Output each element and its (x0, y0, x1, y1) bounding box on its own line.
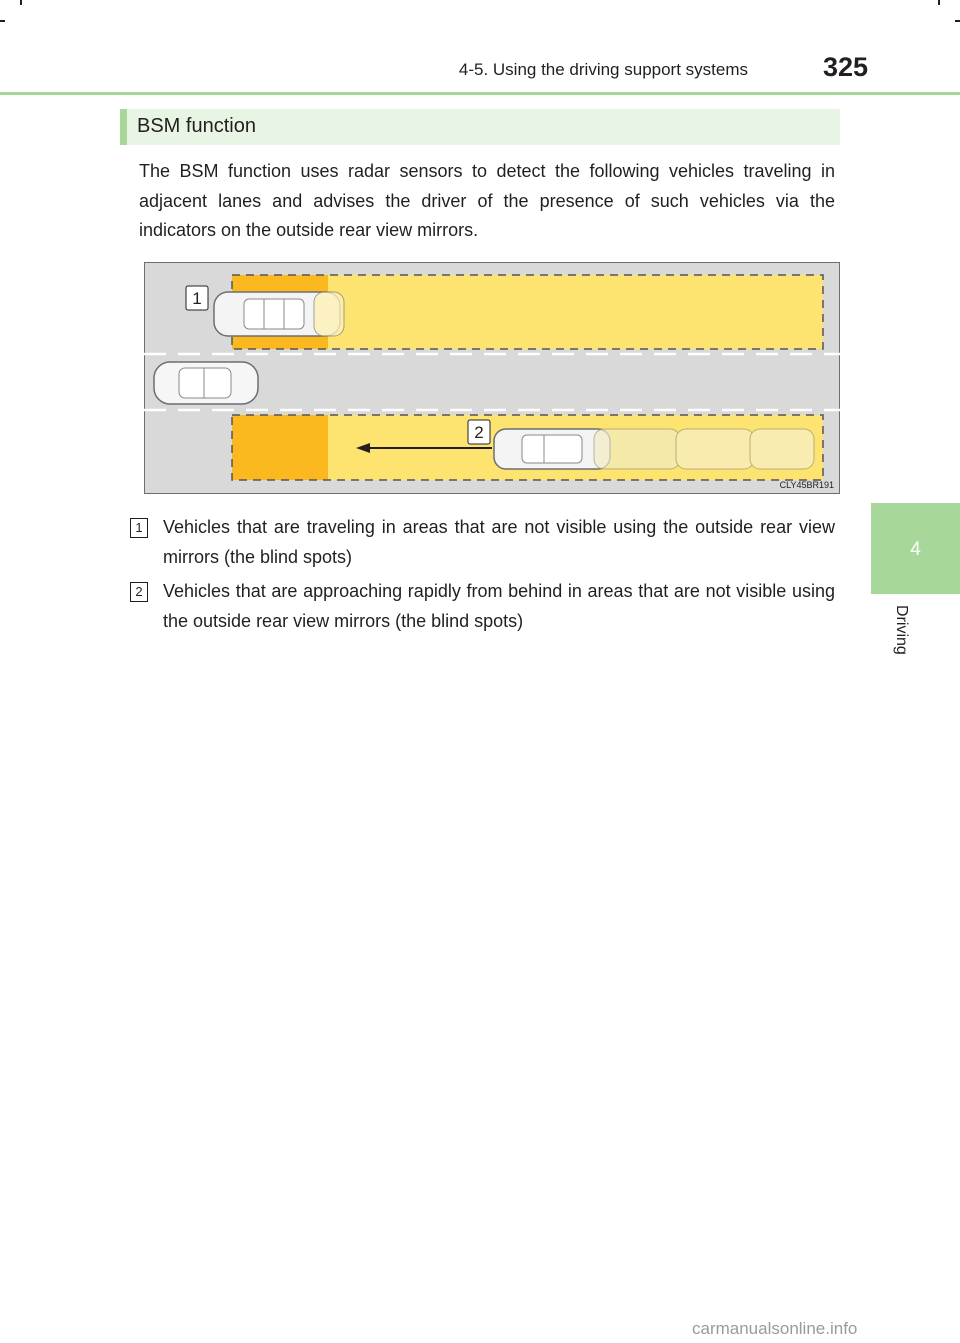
car-approaching (494, 429, 610, 469)
svg-text:1: 1 (192, 289, 202, 308)
figure-code: CLY45BR191 (779, 480, 834, 490)
page-number: 325 (823, 52, 869, 82)
crop-mark (20, 0, 22, 5)
crop-mark (955, 20, 960, 22)
callout-2 (468, 420, 490, 444)
blind-spot-zone-lower (232, 415, 328, 480)
section-heading (120, 109, 840, 145)
bsm-illustration (144, 262, 840, 494)
running-header: 4-5. Using the driving support systems (458, 60, 748, 79)
crop-mark (938, 0, 940, 5)
watermark: carmanualsonline.info (692, 1319, 858, 1338)
chapter-label-box (886, 605, 916, 675)
section-title: BSM function (137, 115, 256, 137)
svg-text:2: 2 (474, 423, 484, 442)
section-accent (120, 109, 127, 145)
car-ghost (314, 292, 344, 336)
car-trail (594, 429, 814, 469)
list-item (130, 577, 835, 636)
chapter-tab (871, 503, 960, 594)
item-badge: 1 (130, 518, 148, 538)
item-text: Vehicles that are traveling in areas that are not visible using the outside rear view mirrors (the blind spots) (163, 517, 835, 567)
chapter-number: 4 (910, 539, 921, 560)
item-badge: 2 (130, 582, 148, 602)
crop-mark (0, 20, 5, 22)
chapter-label: Driving (893, 605, 910, 655)
intro-paragraph: The BSM function uses radar sensors to detect the following vehicles traveling in adjacent lanes and advises the driver of the presence of such vehicles via the indicators on the outside rear view mirrors. (139, 161, 835, 240)
header-rule (0, 92, 960, 95)
callout-1 (186, 286, 208, 310)
detection-zone-upper (328, 275, 823, 349)
item-text: Vehicles that are approaching rapidly from behind in areas that are not visible using the outside rear view mirrors (the blind spots) (163, 581, 835, 631)
list-item (130, 513, 835, 572)
car-driver (154, 362, 258, 404)
